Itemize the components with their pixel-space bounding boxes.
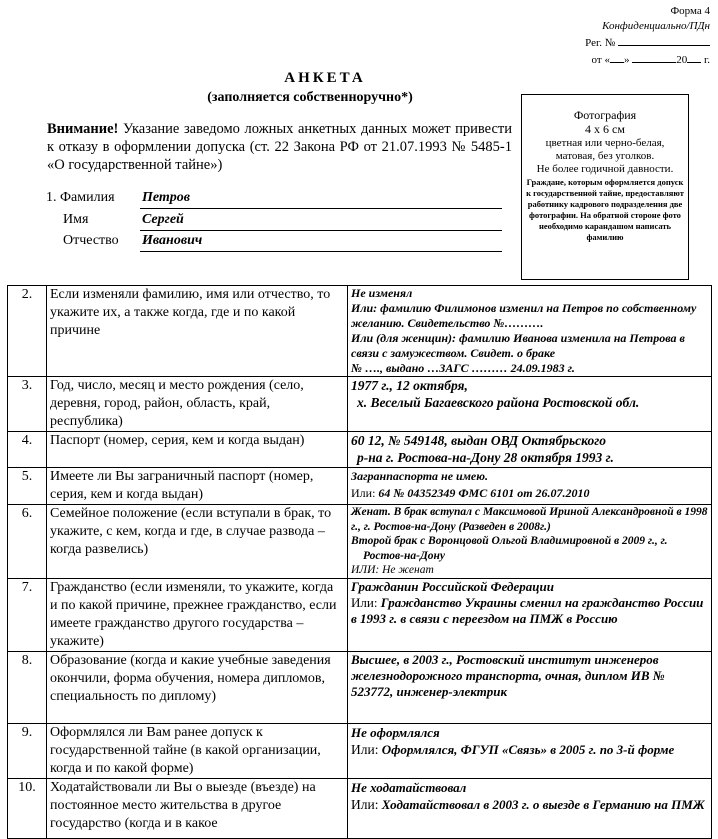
row-number: 5. (8, 468, 47, 505)
table-row (8, 286, 712, 377)
row-answer[interactable] (348, 779, 712, 839)
table-row (8, 652, 712, 724)
date-year-field[interactable] (687, 51, 701, 63)
answer-line (351, 595, 709, 627)
answer-alt: Оформлялся, ФГУП «Связь» в 2005 г. по 3-й форме (378, 742, 675, 757)
answer-line: 1977 г., 12 октября, (351, 378, 468, 393)
row-number: 3. (8, 377, 47, 432)
row-answer[interactable] (348, 579, 712, 652)
photo-line2: 4 х 6 см (585, 122, 625, 136)
answer-line: Второй брак с Воронцовой Ольгой Владимировной в 2009 г., г. (351, 535, 668, 547)
row-number: 4. (8, 432, 47, 468)
table-row (8, 779, 712, 839)
table-row (8, 505, 712, 579)
surname-label: 1. Фамилия (46, 190, 115, 205)
row-number: 7. (8, 579, 47, 652)
row-answer[interactable] (348, 505, 712, 579)
row-question: Год, число, месяц и место рождения (село, деревня, город, район, область, край, республика) (47, 377, 348, 432)
warning-paragraph (47, 120, 512, 174)
answer-line: 60 12, № 549148, выдан ОВД Октябрьского (351, 433, 606, 448)
photo-line1: Фотография (573, 108, 637, 122)
answer-alt: Ходатайствовал в 2003 г. о выезде в Германию на ПМЖ (378, 797, 705, 812)
reg-number-field[interactable] (618, 34, 710, 46)
answer-or-prefix: Или: (351, 797, 379, 812)
row-number: 9. (8, 724, 47, 779)
answer-or-prefix: Или: (351, 486, 376, 500)
answer-or-prefix: Или: (351, 742, 379, 757)
date-suffix: г. (703, 54, 710, 66)
answer-alt: Гражданство Украины сменил на гражданство России в 1993 г. в связи с переездом на ПМЖ в Россию (351, 595, 704, 626)
page-subtitle: (заполняется собственноручно*) (207, 90, 413, 105)
row-answer[interactable] (348, 652, 712, 724)
date-day-field[interactable] (610, 51, 624, 63)
answer-or-prefix: Или: (351, 595, 378, 610)
answer-line (351, 741, 709, 758)
answer-line: Или: фамилию Филимонов изменил на Петров по собственному желанию. Свидетельство №………. (351, 301, 697, 330)
table-row (8, 432, 712, 468)
row-question: Семейное положение (если вступали в брак, то укажите, с кем, когда и где, в случае развода – когда развелись) (47, 505, 348, 579)
warning-text: Указание заведомо ложных анкетных данных может привести к отказу в оформлении допуска (ст. 22 Закона РФ от 21.07.1993 № 5485-1 «О государственной тайне») (47, 121, 512, 173)
answer-line: Не изменял (351, 286, 413, 300)
answer-alt: 64 № 04352349 ФМС 6101 от 26.07.2010 (375, 486, 590, 500)
row-number: 6. (8, 505, 47, 579)
questionnaire-table (7, 285, 712, 839)
answer-line: х. Веселый Багаевского района Ростовской обл. (357, 395, 640, 410)
answer-line: Женат. В брак вступал с Максимовой Ириной Александровной в 1998 г., г. Ростов-на-Дону (Разведен в 2008г.) (351, 506, 708, 533)
answer-line: Или (для женщин): фамилию Иванова изменила на Петрова в связи с замужеством. Свидет. о браке (351, 331, 685, 360)
confidential-mark: Конфиденциально/ПДн (602, 20, 710, 32)
table-row (8, 468, 712, 505)
photo-note: Граждане, которым оформляется допуск к государственной тайне, предоставляют работнику кадрового подразделения две фотографии. На обратной стороне фото необходимо карандашом написать фамилию (526, 177, 684, 242)
answer-line: № …., выдано …ЗАГС ……… 24.09.1983 г. (351, 361, 575, 375)
name-row (46, 212, 506, 232)
patronymic-row (46, 233, 506, 253)
answer-line: Ростов-на-Дону (363, 549, 446, 562)
photo-line3: цветная или черно-белая, (545, 137, 665, 149)
row-answer[interactable] (348, 468, 712, 505)
row-number: 2. (8, 286, 47, 377)
patronymic-label: Отчество (63, 233, 119, 248)
answer-line: Гражданин Российской Федерации (351, 579, 554, 594)
patronymic-field[interactable]: Иванович (140, 233, 502, 252)
answer-line (351, 796, 709, 813)
table-row (8, 377, 712, 432)
row-question: Образование (когда и какие учебные заведения окончили, форма обучения, номера дипломов, специальность по диплому) (47, 652, 348, 724)
row-question: Имеете ли Вы заграничный паспорт (номер, серия, кем и когда выдан) (47, 468, 348, 505)
reg-label: Рег. № (585, 37, 616, 49)
row-question: Оформлялся ли Вам ранее допуск к государственной тайне (в какой организации, когда и по какой форме) (47, 724, 348, 779)
surname-field[interactable]: Петров (140, 190, 502, 209)
photo-line4: матовая, без уголков. (555, 150, 655, 162)
row-question: Паспорт (номер, серия, кем и когда выдан) (47, 432, 348, 468)
answer-line (351, 485, 709, 502)
photo-box (521, 94, 689, 280)
date-prefix: от « (591, 54, 610, 66)
row-answer[interactable] (348, 432, 712, 468)
row-number: 10. (8, 779, 47, 839)
table-row (8, 579, 712, 652)
row-answer[interactable] (348, 724, 712, 779)
date-mid: » (623, 54, 630, 66)
answer-line: Не оформлялся (351, 725, 440, 740)
surname-row (46, 190, 506, 210)
row-question: Ходатайствовали ли Вы о выезде (въезде) на постоянное место жительства в другое государство (когда и в какое (47, 779, 348, 839)
form-header (520, 4, 710, 68)
answer-line: Загранпаспорта не имею. (351, 469, 489, 483)
row-question: Если изменяли фамилию, имя или отчество, то укажите их, а также когда, где и по какой причине (47, 286, 348, 377)
answer-line: Не ходатайствовал (351, 780, 467, 795)
date-year-prefix: 20 (676, 54, 688, 66)
row-answer[interactable] (348, 377, 712, 432)
name-field[interactable]: Сергей (140, 212, 502, 231)
page-title: АНКЕТА (284, 70, 366, 86)
photo-line5: Не более годичной давности. (536, 163, 674, 175)
date-month-field[interactable] (632, 51, 676, 63)
reg-number-row (520, 34, 710, 51)
answer-line: р-на г. Ростова-на-Дону 28 октября 1993 г. (357, 450, 614, 465)
row-answer[interactable] (348, 286, 712, 377)
row-number: 8. (8, 652, 47, 724)
answer-line: Высшее, в 2003 г., Ростовский институт инженеров железнодорожного транспорта, очная, диплом ИВ № 523772, инженер-электрик (351, 652, 665, 699)
table-row (8, 724, 712, 779)
warning-bold: Внимание! (47, 121, 119, 137)
date-row (520, 51, 710, 68)
answer-line: ИЛИ: Не женат (351, 564, 434, 576)
name-label: Имя (63, 212, 89, 227)
row-question: Гражданство (если изменяли, то укажите, когда и по какой причине, прежнее гражданство, если имеете гражданство другого государства – укажите) (47, 579, 348, 652)
form-number: Форма 4 (670, 5, 710, 17)
